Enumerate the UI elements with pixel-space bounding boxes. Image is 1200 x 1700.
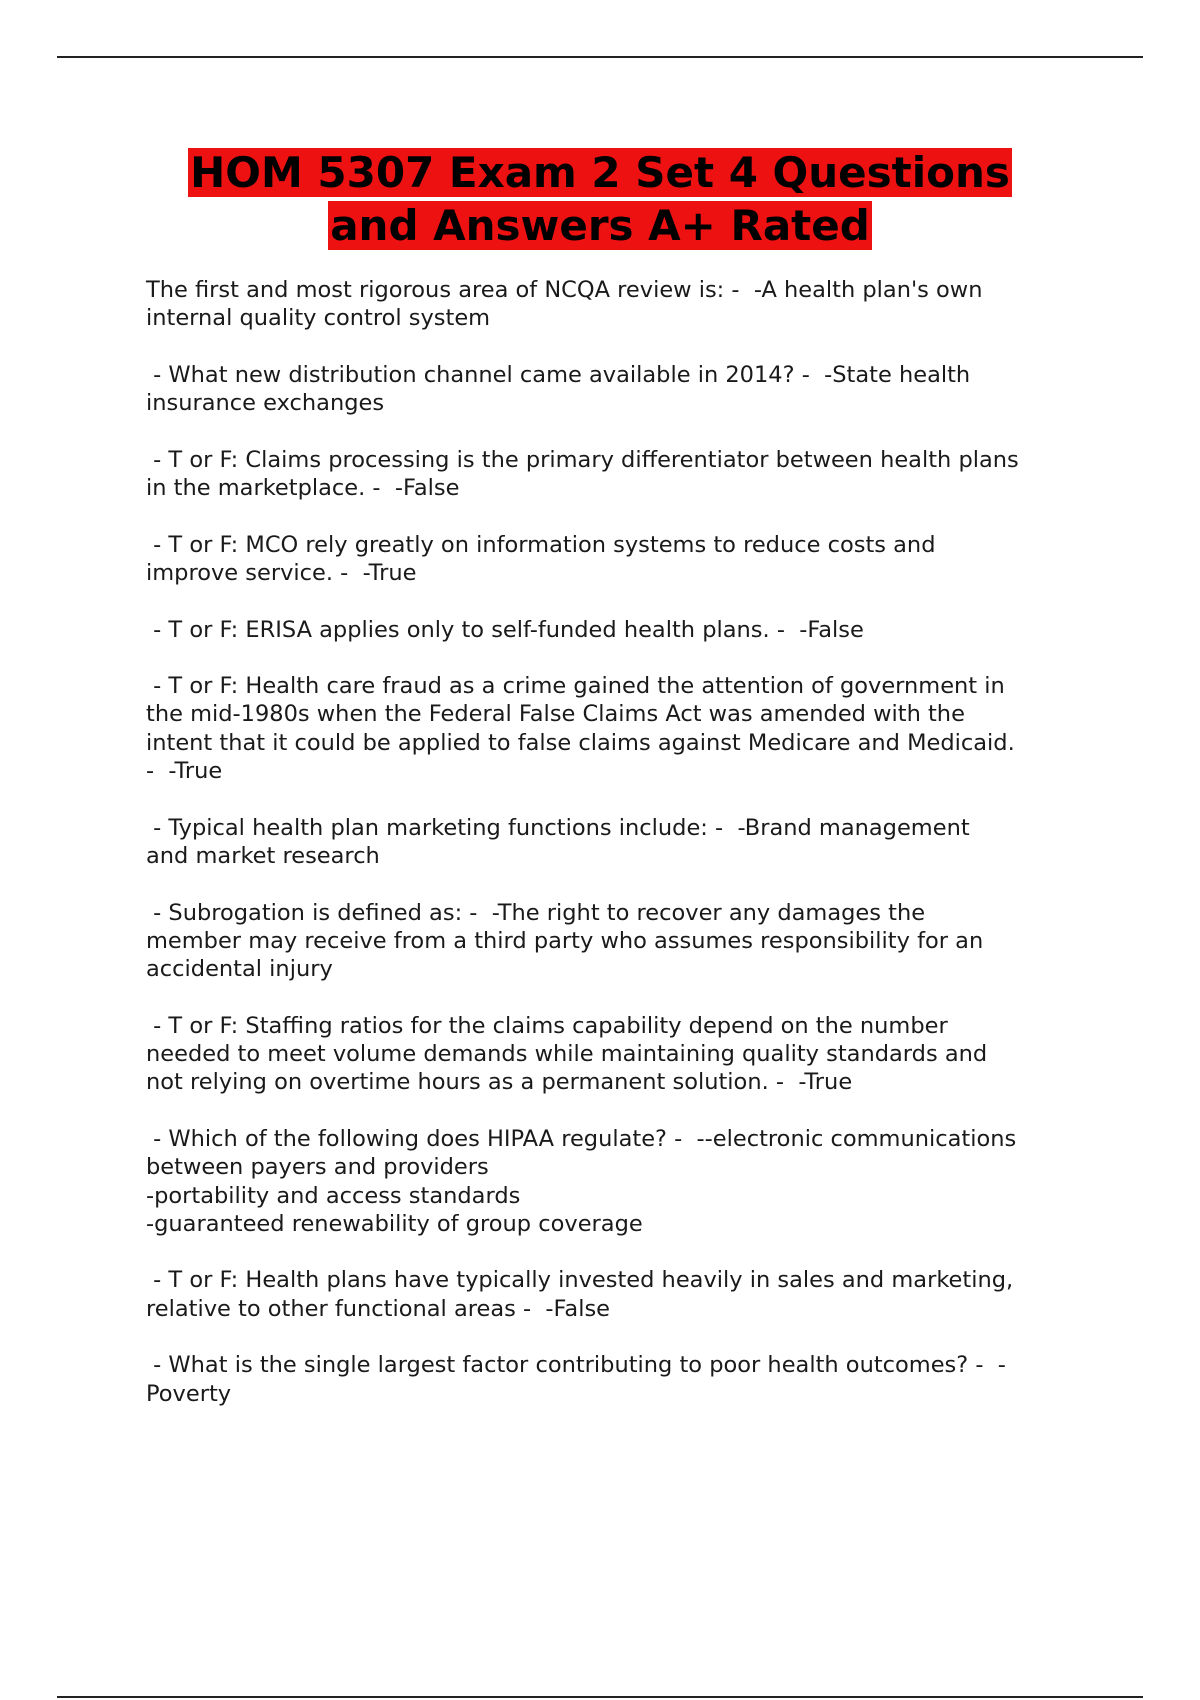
qa-list — [146, 276, 1096, 1436]
qa-item-10: - Which of the following does HIPAA regulate? - --electronic communications between payers and providers -portability and access standards -guaranteed renewability of group coverage — [146, 1125, 1017, 1237]
document-title — [60, 146, 1140, 252]
qa-item-6: - T or F: Health care fraud as a crime gained the attention of government in the mid-1980s when the Federal False Claims Act was amended with the intent that it could be applied to false claims against Medicare and Medicaid. - -True — [146, 673, 1015, 785]
title-line-1: HOM 5307 Exam 2 Set 4 Questions — [190, 148, 1010, 197]
bottom-rule — [57, 1696, 1143, 1698]
title-line-2: and Answers A+ Rated — [330, 201, 870, 250]
qa-item-1: The first and most rigorous area of NCQA review is: - -A health plan's own internal quality control system — [146, 277, 983, 332]
qa-item-7: - Typical health plan marketing functions include: - -Brand management and market research — [146, 814, 970, 869]
qa-item-3: - T or F: Claims processing is the primary differentiator between health plans in the marketplace. - -False — [146, 446, 1019, 502]
qa-item-4: - T or F: MCO rely greatly on information systems to reduce costs and improve service. - -True — [146, 531, 936, 586]
qa-item-9: - T or F: Staffing ratios for the claims capability depend on the number needed to meet volume demands while maintaining quality standards and not relying on overtime hours as a permanent solution. - -True — [146, 1012, 988, 1096]
qa-item-8: - Subrogation is defined as: - -The right to recover any damages the member may receive from a third party who assumes responsibility for an accidental injury — [146, 899, 984, 983]
qa-item-2: - What new distribution channel came available in 2014? - -State health insurance exchanges — [146, 361, 971, 417]
qa-item-12: - What is the single largest factor contributing to poor health outcomes? - - Poverty — [146, 1352, 1006, 1407]
top-rule — [57, 56, 1143, 58]
qa-item-11: - T or F: Health plans have typically invested heavily in sales and marketing, relative to other functional areas - -False — [146, 1267, 1014, 1322]
qa-item-5: - T or F: ERISA applies only to self-funded health plans. - -False — [146, 616, 864, 643]
